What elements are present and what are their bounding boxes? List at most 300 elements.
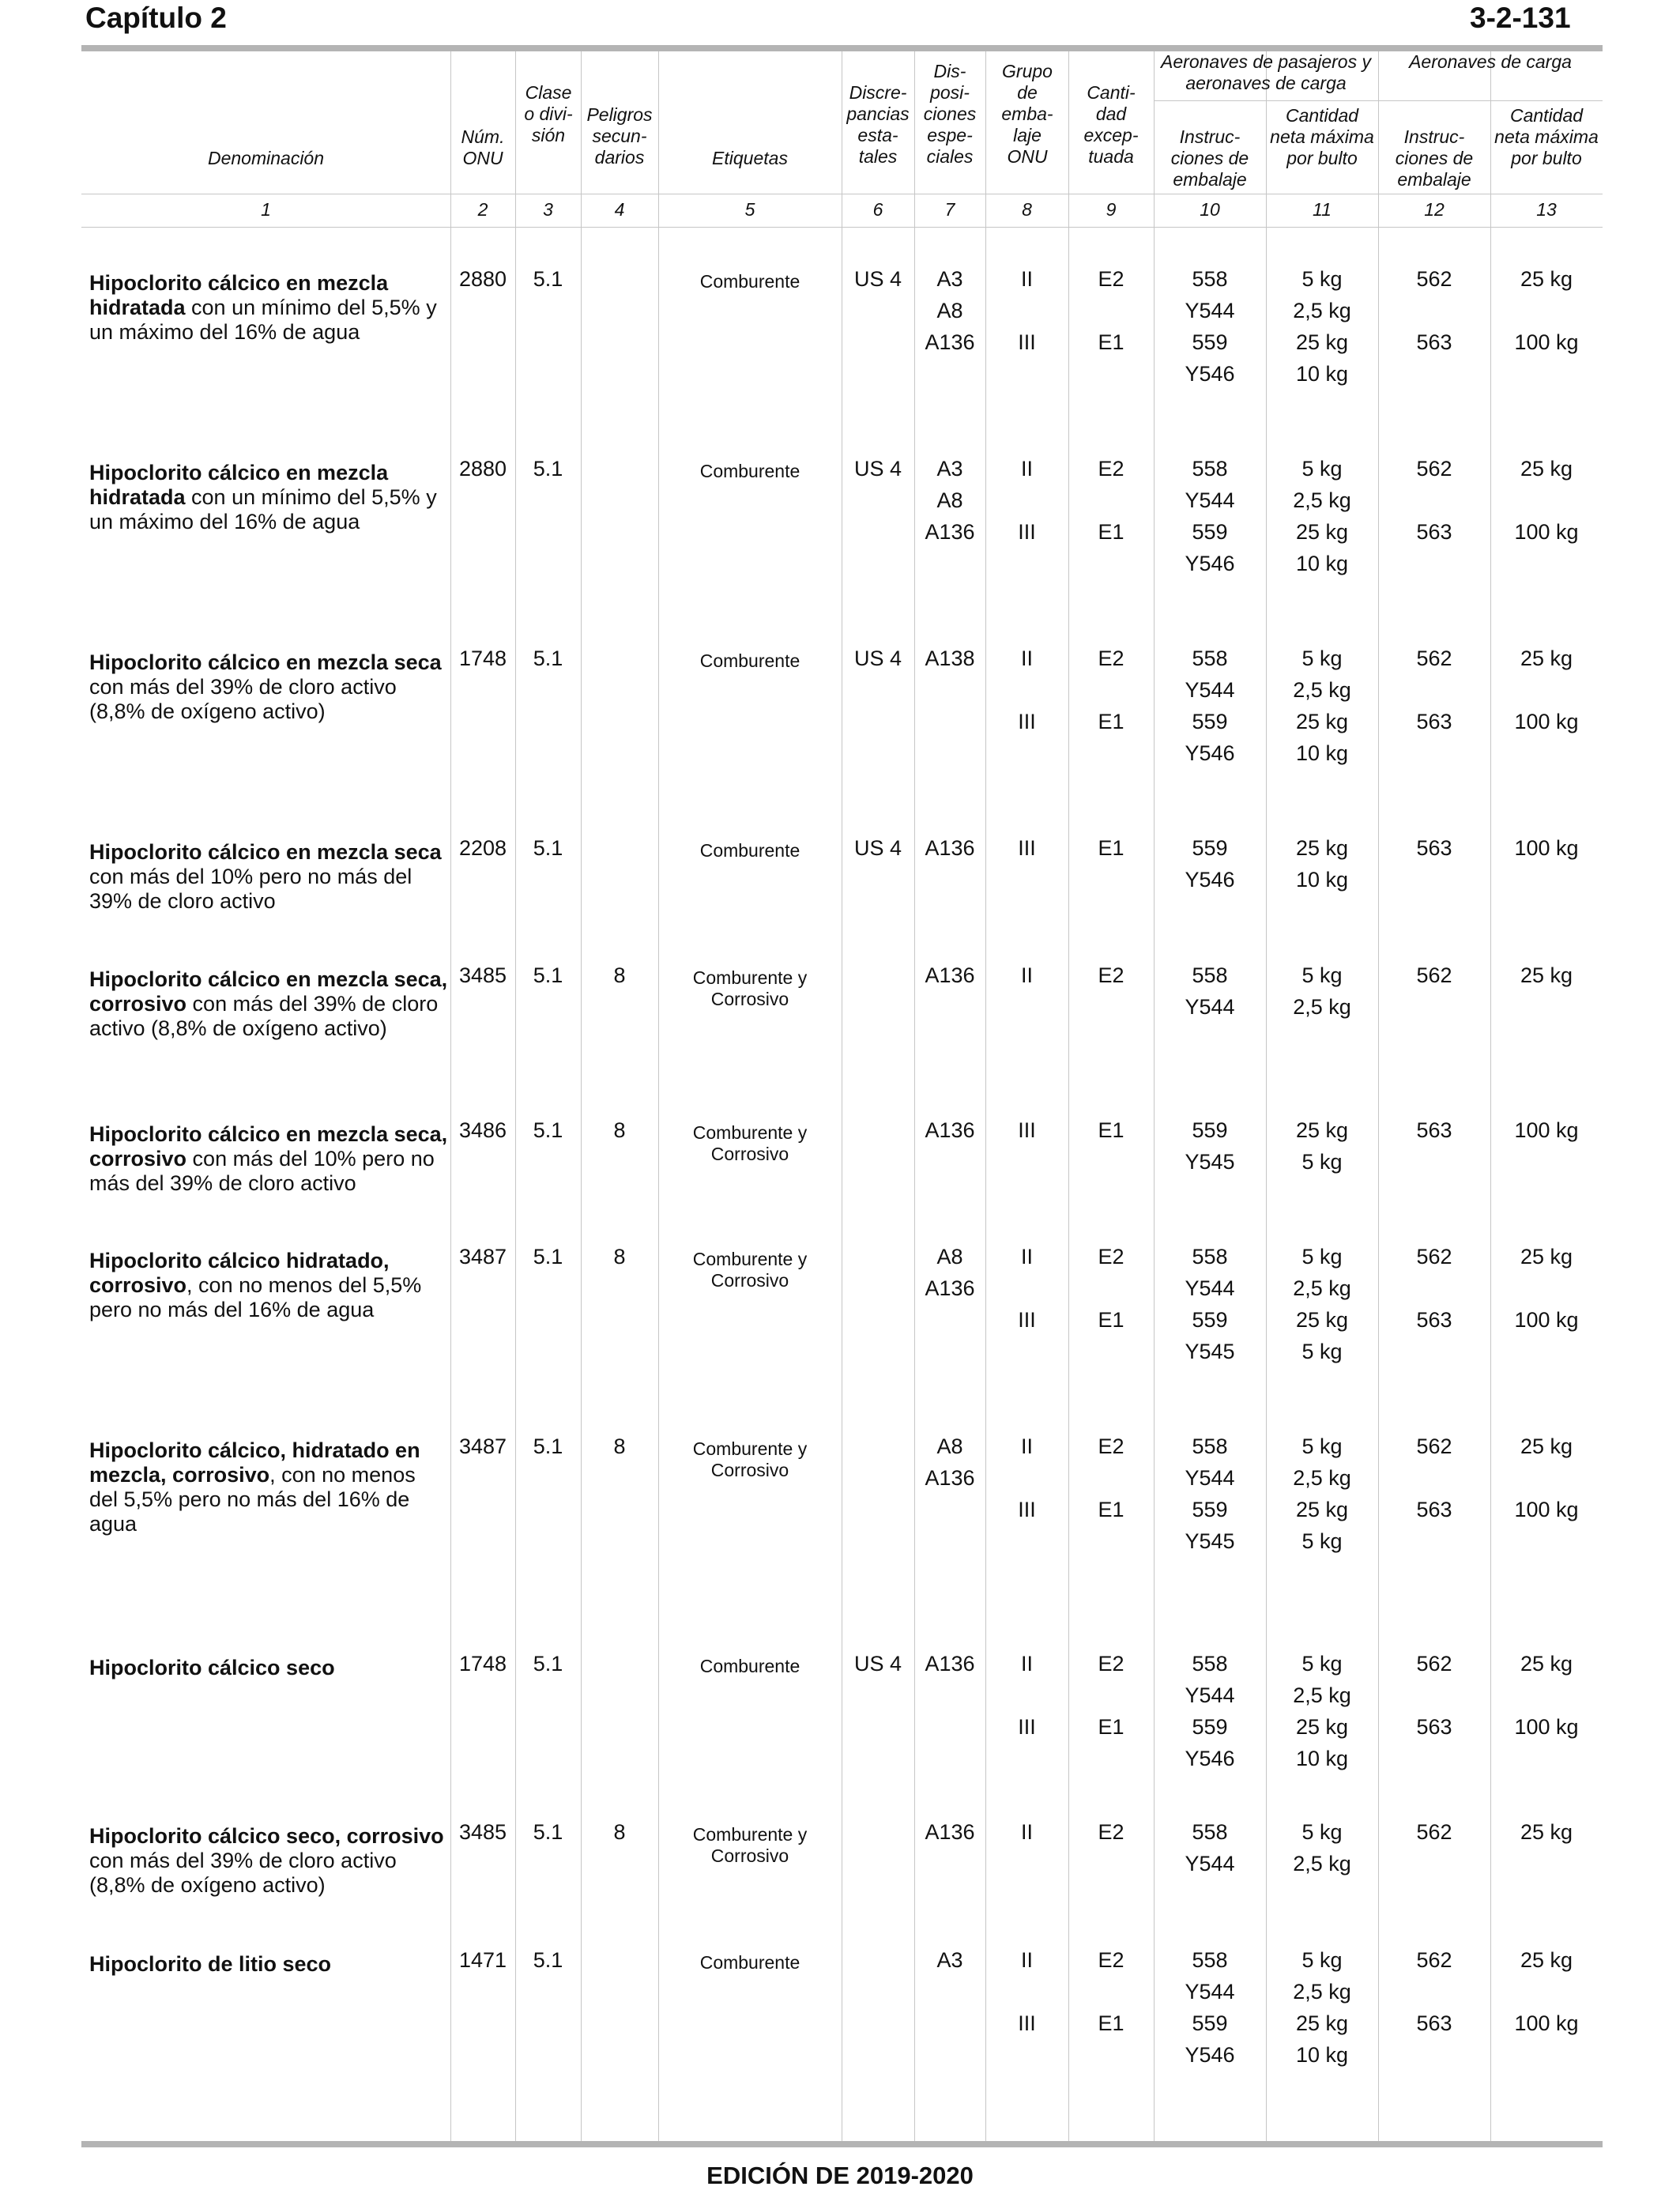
packing-group-value: III — [1018, 1118, 1036, 1142]
un-number — [450, 832, 515, 864]
pax-packing-instruction-value: Y544 — [1185, 299, 1235, 322]
special-provisions-value: A136 — [925, 330, 975, 354]
packing-group-value: III — [1018, 2011, 1036, 2035]
cargo-max-net-quantity — [1490, 1648, 1603, 1743]
secondary-hazard — [581, 1648, 658, 1679]
hazard-label: Comburente — [699, 271, 800, 292]
substance-name-bold: Hipoclorito cálcico seco — [89, 1656, 335, 1679]
cargo-packing-instruction — [1378, 832, 1490, 864]
class-division-value: 5.1 — [533, 1434, 563, 1458]
secondary-hazard-value: 8 — [613, 1118, 626, 1142]
secondary-hazard — [581, 643, 658, 674]
excepted-quantity-value: E2 — [1098, 647, 1124, 670]
excepted-quantity-value: E1 — [1098, 1308, 1124, 1332]
pax-packing-instruction-value: 558 — [1192, 1652, 1228, 1676]
column-number: 5 — [744, 199, 755, 220]
cargo-max-net-quantity — [1490, 263, 1603, 358]
secondary-hazard-value: 8 — [613, 963, 626, 987]
pax-max-net-quantity-value: 2,5 kg — [1293, 299, 1351, 322]
un-number-value: 2880 — [458, 457, 507, 481]
secondary-hazard — [581, 959, 658, 991]
cargo-packing-instruction-value: 563 — [1416, 2011, 1452, 2035]
special-provisions — [914, 1944, 985, 1976]
pax-max-net-quantity-value: 10 kg — [1295, 741, 1349, 765]
cargo-packing-instruction-value: 563 — [1416, 836, 1452, 860]
cargo-max-net-quantity — [1490, 832, 1603, 864]
state-variation-value — [842, 1431, 914, 1462]
top-rule — [81, 45, 1603, 51]
header-group-passenger: Aeronaves de pasajeros y aeronaves de carga — [1161, 51, 1371, 93]
special-provisions-value: A3 — [936, 1948, 963, 1972]
cargo-max-net-quantity-value — [1490, 295, 1603, 326]
pax-max-net-quantity-value: 25 kg — [1295, 1118, 1349, 1142]
excepted-quantity — [1068, 1431, 1154, 1525]
special-provisions-value: A136 — [925, 836, 975, 860]
hazard-label: Comburente — [699, 461, 800, 481]
pax-max-net-quantity-value: 5 kg — [1301, 457, 1343, 481]
cargo-max-net-quantity-value — [1490, 674, 1603, 706]
pax-max-net-quantity-value: 25 kg — [1295, 710, 1349, 733]
substance-name-detail: con más del 10% pero no más del 39% de cloro activo — [89, 1147, 441, 1195]
packing-group-value — [985, 295, 1068, 326]
pax-packing-instruction-value: Y546 — [1185, 741, 1235, 765]
un-number — [450, 1648, 515, 1679]
pax-max-net-quantity — [1266, 1241, 1378, 1367]
pax-packing-instruction-value: Y544 — [1185, 1466, 1235, 1490]
substance-name-bold: Hipoclorito cálcico en mezcla seca — [89, 650, 442, 674]
secondary-hazard — [581, 832, 658, 864]
packing-group-value: III — [1018, 520, 1036, 544]
cargo-packing-instruction — [1378, 959, 1490, 991]
column-number: 13 — [1536, 199, 1557, 220]
substance-name-bold: Hipoclorito cálcico en mezcla seca — [89, 840, 442, 864]
un-number — [450, 263, 515, 295]
substance-name-detail: con más del 39% de cloro activo (8,8% de oxígeno activo) — [89, 992, 444, 1040]
packing-group-value: II — [1020, 647, 1033, 670]
cargo-packing-instruction-value — [1378, 484, 1490, 516]
hazard-label: Comburente y Corrosivo — [692, 1438, 808, 1480]
excepted-quantity-value: E2 — [1098, 267, 1124, 291]
substance-name-bold: Hipoclorito cálcico en mezcla hidratada — [89, 271, 389, 319]
cargo-max-net-quantity — [1490, 643, 1603, 737]
chapter-title: Capítulo 2 — [85, 2, 227, 34]
excepted-quantity-value: E1 — [1098, 836, 1124, 860]
pax-packing-instruction — [1154, 1241, 1266, 1367]
pax-packing-instruction-value: Y544 — [1185, 1980, 1235, 2004]
class-division-value: 5.1 — [533, 647, 563, 670]
substance-name — [89, 1438, 449, 1536]
class-division-value: 5.1 — [533, 1245, 563, 1269]
hazard-label: Comburente y Corrosivo — [692, 967, 808, 1009]
packing-group — [985, 1241, 1068, 1336]
cargo-packing-instruction — [1378, 453, 1490, 548]
pax-max-net-quantity-value: 25 kg — [1295, 2011, 1349, 2035]
secondary-hazard-value: 8 — [613, 1820, 626, 1844]
column-number: 12 — [1424, 199, 1445, 220]
pax-max-net-quantity-value: 25 kg — [1295, 1308, 1349, 1332]
header-clase: Clase o divi- sión — [524, 82, 573, 145]
special-provisions — [914, 1816, 985, 1848]
packing-group-value — [985, 674, 1068, 706]
un-number — [450, 1944, 515, 1976]
state-variation-value: US 4 — [853, 457, 902, 481]
cargo-packing-instruction — [1378, 1431, 1490, 1525]
excepted-quantity — [1068, 1241, 1154, 1336]
excepted-quantity-value — [1068, 295, 1154, 326]
un-number — [450, 959, 515, 991]
excepted-quantity-value: E1 — [1098, 1498, 1124, 1521]
un-number-value: 3485 — [458, 963, 507, 987]
excepted-quantity-value — [1068, 1679, 1154, 1711]
pax-packing-instruction — [1154, 1648, 1266, 1774]
special-provisions-value: A136 — [925, 1652, 975, 1676]
special-provisions-value: A8 — [936, 299, 963, 322]
cargo-max-net-quantity-value — [1490, 1462, 1603, 1494]
packing-group — [985, 1431, 1068, 1525]
secondary-hazard-value: 8 — [613, 1434, 626, 1458]
cargo-max-net-quantity-value: 25 kg — [1520, 1652, 1573, 1676]
packing-group — [985, 1114, 1068, 1146]
state-variation — [842, 1816, 914, 1848]
pax-max-net-quantity-value: 5 kg — [1301, 963, 1343, 987]
cargo-max-net-quantity-value: 25 kg — [1520, 963, 1573, 987]
packing-group — [985, 1944, 1068, 2039]
column-number: 8 — [1022, 199, 1032, 220]
header-pax-instrucciones: Instruc- ciones de embalaje — [1170, 126, 1249, 190]
cargo-max-net-quantity — [1490, 1241, 1603, 1336]
substance-name — [89, 1122, 449, 1196]
special-provisions-value: A136 — [925, 1118, 975, 1142]
class-division-value: 5.1 — [533, 963, 563, 987]
pax-max-net-quantity-value: 2,5 kg — [1293, 1466, 1351, 1490]
pax-max-net-quantity — [1266, 959, 1378, 1023]
pax-packing-instruction-value: 558 — [1192, 1434, 1228, 1458]
state-variation-value — [842, 959, 914, 991]
cargo-max-net-quantity-value: 25 kg — [1520, 267, 1573, 291]
pax-packing-instruction-value: 559 — [1192, 520, 1228, 544]
excepted-quantity-value — [1068, 674, 1154, 706]
pax-packing-instruction — [1154, 1114, 1266, 1178]
special-provisions-value: A8 — [936, 1245, 963, 1269]
un-number-value: 2208 — [458, 836, 507, 860]
pax-packing-instruction-value: 559 — [1192, 1118, 1228, 1142]
pax-max-net-quantity-value: 2,5 kg — [1293, 488, 1351, 512]
hazard-label: Comburente — [699, 1656, 800, 1676]
pax-max-net-quantity-value: 5 kg — [1301, 1652, 1343, 1676]
cargo-packing-instruction-value: 562 — [1416, 1245, 1452, 1269]
pax-packing-instruction — [1154, 832, 1266, 895]
excepted-quantity — [1068, 959, 1154, 991]
cargo-max-net-quantity — [1490, 1431, 1603, 1525]
cargo-packing-instruction-value: 562 — [1416, 647, 1452, 670]
header-cantidad-exceptuada: Canti- dad excep- tuada — [1083, 82, 1139, 167]
state-variation-value: US 4 — [853, 267, 902, 291]
hazard-label: Comburente y Corrosivo — [692, 1824, 808, 1866]
excepted-quantity-value: E1 — [1098, 1118, 1124, 1142]
pax-packing-instruction-value: Y545 — [1185, 1150, 1235, 1174]
packing-group-value: III — [1018, 710, 1036, 733]
pax-max-net-quantity-value: 10 kg — [1295, 868, 1349, 892]
substance-name-detail: con un mínimo del 5,5% y un máximo del 16% de agua — [89, 296, 443, 344]
secondary-hazard-value: 8 — [613, 1245, 626, 1269]
pax-packing-instruction-value: Y546 — [1185, 552, 1235, 575]
substance-name — [89, 1656, 449, 1680]
class-division-value: 5.1 — [533, 836, 563, 860]
cargo-packing-instruction-value: 562 — [1416, 963, 1452, 987]
pax-max-net-quantity-value: 2,5 kg — [1293, 995, 1351, 1019]
special-provisions-value: A136 — [925, 1276, 975, 1300]
pax-packing-instruction-value: Y544 — [1185, 1852, 1235, 1875]
cargo-packing-instruction-value: 562 — [1416, 1652, 1452, 1676]
state-variation-value — [842, 1114, 914, 1146]
pax-packing-instruction-value: 558 — [1192, 1820, 1228, 1844]
un-number-value: 3486 — [458, 1118, 507, 1142]
substance-name-detail: con más del 39% de cloro activo (8,8% de oxígeno activo) — [89, 1824, 450, 1897]
cargo-max-net-quantity-value: 100 kg — [1514, 710, 1579, 733]
substance-name-bold: Hipoclorito cálcico hidratado, corrosivo — [89, 1249, 390, 1297]
pax-max-net-quantity-value: 5 kg — [1301, 1340, 1343, 1363]
pax-max-net-quantity-value: 10 kg — [1295, 552, 1349, 575]
header-pax-cantidad: Cantidad neta máxima por bulto — [1270, 105, 1374, 168]
pax-max-net-quantity-value: 5 kg — [1301, 1529, 1343, 1553]
packing-group-value — [985, 1462, 1068, 1494]
state-variation — [842, 263, 914, 295]
pax-packing-instruction-value: Y544 — [1185, 678, 1235, 702]
state-variation-value — [842, 1944, 914, 1976]
secondary-hazard-value — [581, 832, 658, 864]
excepted-quantity-value: E1 — [1098, 1715, 1124, 1739]
packing-group — [985, 1816, 1068, 1848]
column-number: 6 — [872, 199, 883, 220]
un-number-value: 3485 — [458, 1820, 507, 1844]
pax-packing-instruction-value: 559 — [1192, 1498, 1228, 1521]
state-variation — [842, 453, 914, 484]
packing-group — [985, 832, 1068, 864]
cargo-packing-instruction-value: 562 — [1416, 1820, 1452, 1844]
pax-packing-instruction-value: Y546 — [1185, 868, 1235, 892]
class-division — [515, 453, 581, 484]
special-provisions-value: A138 — [925, 647, 975, 670]
state-variation — [842, 832, 914, 864]
header-etiquetas: Etiquetas — [712, 148, 788, 168]
class-division — [515, 1816, 581, 1848]
packing-group-value: II — [1020, 1652, 1033, 1676]
pax-max-net-quantity-value: 2,5 kg — [1293, 1980, 1351, 2004]
state-variation-value: US 4 — [853, 836, 902, 860]
cargo-max-net-quantity-value: 100 kg — [1514, 2011, 1579, 2035]
cargo-max-net-quantity-value: 100 kg — [1514, 1118, 1579, 1142]
column-number: 7 — [944, 199, 955, 220]
class-division-value: 5.1 — [533, 267, 563, 291]
excepted-quantity-value: E2 — [1098, 1434, 1124, 1458]
excepted-quantity-value: E2 — [1098, 1245, 1124, 1269]
cargo-max-net-quantity-value: 25 kg — [1520, 1820, 1573, 1844]
cargo-max-net-quantity-value: 25 kg — [1520, 1948, 1573, 1972]
secondary-hazard — [581, 1944, 658, 1976]
pax-max-net-quantity-value: 5 kg — [1301, 1820, 1343, 1844]
pax-max-net-quantity — [1266, 1648, 1378, 1774]
pax-max-net-quantity-value: 2,5 kg — [1293, 1276, 1351, 1300]
column-number: 9 — [1106, 199, 1117, 220]
packing-group-value: II — [1020, 963, 1033, 987]
pax-max-net-quantity-value: 10 kg — [1295, 1747, 1349, 1770]
excepted-quantity — [1068, 1944, 1154, 2039]
pax-max-net-quantity-value: 2,5 kg — [1293, 1852, 1351, 1875]
special-provisions — [914, 1648, 985, 1679]
hazard-label: Comburente — [699, 650, 800, 671]
secondary-hazard-value — [581, 453, 658, 484]
pax-max-net-quantity — [1266, 263, 1378, 390]
secondary-hazard — [581, 1431, 658, 1462]
secondary-hazard — [581, 1241, 658, 1272]
secondary-hazard-value — [581, 263, 658, 295]
class-division — [515, 959, 581, 991]
pax-max-net-quantity-value: 25 kg — [1295, 520, 1349, 544]
special-provisions-value: A136 — [925, 1466, 975, 1490]
packing-group-value: II — [1020, 457, 1033, 481]
class-division-value: 5.1 — [533, 1948, 563, 1972]
un-number — [450, 1431, 515, 1462]
cargo-max-net-quantity — [1490, 1944, 1603, 2039]
pax-packing-instruction-value: 559 — [1192, 2011, 1228, 2035]
header-cargo-cantidad: Cantidad neta máxima por bulto — [1494, 105, 1599, 168]
cargo-max-net-quantity-value: 25 kg — [1520, 1434, 1573, 1458]
substance-name — [89, 461, 449, 534]
packing-group-value — [985, 1976, 1068, 2007]
pax-max-net-quantity-value: 5 kg — [1301, 267, 1343, 291]
excepted-quantity-value: E1 — [1098, 330, 1124, 354]
cargo-max-net-quantity-value: 100 kg — [1514, 836, 1579, 860]
class-division — [515, 1241, 581, 1272]
pax-packing-instruction-value: Y544 — [1185, 1683, 1235, 1707]
pax-packing-instruction — [1154, 1431, 1266, 1557]
cargo-packing-instruction — [1378, 643, 1490, 737]
special-provisions-value: A136 — [925, 963, 975, 987]
substance-name-detail: , con no menos del 5,5% pero no más del 16% de agua — [89, 1273, 428, 1321]
pax-max-net-quantity-value: 5 kg — [1301, 1245, 1343, 1269]
column-number: 1 — [261, 199, 271, 220]
substance-name — [89, 967, 449, 1041]
hazard-label: Comburente — [699, 840, 800, 861]
class-division — [515, 263, 581, 295]
packing-group — [985, 263, 1068, 358]
pax-max-net-quantity-value: 25 kg — [1295, 836, 1349, 860]
page-number: 3-2-131 — [1470, 2, 1571, 34]
header-denominacion: Denominación — [207, 148, 325, 168]
pax-max-net-quantity-value: 5 kg — [1301, 1150, 1343, 1174]
secondary-hazard — [581, 263, 658, 295]
state-variation-value — [842, 1241, 914, 1272]
cargo-packing-instruction — [1378, 1114, 1490, 1146]
excepted-quantity-value: E2 — [1098, 457, 1124, 481]
special-provisions — [914, 959, 985, 991]
cargo-packing-instruction — [1378, 1648, 1490, 1743]
pax-max-net-quantity — [1266, 453, 1378, 579]
substance-name-detail: con más del 10% pero no más del 39% de cloro activo — [89, 840, 448, 913]
cargo-max-net-quantity-value: 25 kg — [1520, 1245, 1573, 1269]
secondary-hazard — [581, 1816, 658, 1848]
hazard-label: Comburente y Corrosivo — [692, 1122, 808, 1164]
pax-packing-instruction — [1154, 1816, 1266, 1879]
column-number: 10 — [1200, 199, 1220, 220]
column-number: 2 — [477, 199, 488, 220]
class-division — [515, 1648, 581, 1679]
secondary-hazard-value — [581, 1944, 658, 1976]
pax-max-net-quantity — [1266, 1816, 1378, 1879]
secondary-hazard-value — [581, 1648, 658, 1679]
class-division — [515, 1944, 581, 1976]
excepted-quantity-value: E1 — [1098, 520, 1124, 544]
excepted-quantity-value: E1 — [1098, 710, 1124, 733]
special-provisions-value: A8 — [936, 1434, 963, 1458]
packing-group-value: II — [1020, 1245, 1033, 1269]
pax-packing-instruction-value: 558 — [1192, 963, 1228, 987]
cargo-packing-instruction-value — [1378, 1679, 1490, 1711]
pax-packing-instruction-value: 559 — [1192, 1715, 1228, 1739]
pax-max-net-quantity-value: 10 kg — [1295, 362, 1349, 386]
column-number: 11 — [1313, 199, 1332, 220]
special-provisions — [914, 832, 985, 864]
substance-name — [89, 1952, 449, 1977]
cargo-max-net-quantity-value: 25 kg — [1520, 457, 1573, 481]
special-provisions — [914, 1114, 985, 1146]
excepted-quantity — [1068, 1648, 1154, 1743]
pax-packing-instruction-value: Y544 — [1185, 488, 1235, 512]
header-cargo-instrucciones: Instruc- ciones de embalaje — [1395, 126, 1474, 190]
cargo-packing-instruction-value: 562 — [1416, 267, 1452, 291]
cargo-packing-instruction-value — [1378, 1976, 1490, 2007]
class-division — [515, 643, 581, 674]
substance-name-bold: Hipoclorito cálcico en mezcla seca, corrosivo — [89, 967, 448, 1016]
excepted-quantity-value — [1068, 1272, 1154, 1304]
pax-packing-instruction-value: Y546 — [1185, 1747, 1235, 1770]
packing-group-value — [985, 1272, 1068, 1304]
cargo-packing-instruction-value: 563 — [1416, 1308, 1452, 1332]
pax-max-net-quantity — [1266, 832, 1378, 895]
header-grupo: Grupo de emba- laje ONU — [1001, 61, 1053, 167]
substance-name-bold: Hipoclorito cálcico en mezcla seca, corrosivo — [89, 1122, 448, 1171]
cargo-packing-instruction-value: 562 — [1416, 1434, 1452, 1458]
substance-name-bold: Hipoclorito cálcico en mezcla hidratada — [89, 461, 389, 509]
state-variation — [842, 643, 914, 674]
class-division — [515, 1114, 581, 1146]
column-number: 3 — [543, 199, 553, 220]
pax-max-net-quantity — [1266, 1431, 1378, 1557]
pax-packing-instruction-value: Y545 — [1185, 1529, 1235, 1553]
pax-max-net-quantity — [1266, 643, 1378, 769]
un-number — [450, 643, 515, 674]
pax-packing-instruction-value: 558 — [1192, 457, 1228, 481]
substance-name — [89, 1824, 449, 1898]
cargo-max-net-quantity — [1490, 1816, 1603, 1848]
cargo-packing-instruction — [1378, 1816, 1490, 1848]
header-discrepancias: Discre- pancias esta- tales — [846, 82, 910, 167]
packing-group-value: II — [1020, 267, 1033, 291]
cargo-packing-instruction-value — [1378, 674, 1490, 706]
class-division — [515, 832, 581, 864]
un-number-value: 1748 — [458, 1652, 507, 1676]
packing-group-value: III — [1018, 330, 1036, 354]
pax-packing-instruction — [1154, 453, 1266, 579]
substance-name — [89, 271, 449, 345]
secondary-hazard — [581, 453, 658, 484]
packing-group — [985, 453, 1068, 548]
pax-packing-instruction-value: 559 — [1192, 1308, 1228, 1332]
pax-max-net-quantity-value: 25 kg — [1295, 1498, 1349, 1521]
header-peligros: Peligros secun- darios — [586, 104, 653, 168]
substance-name-bold: Hipoclorito cálcico seco, corrosivo — [89, 1824, 444, 1848]
cargo-max-net-quantity-value: 100 kg — [1514, 1308, 1579, 1332]
